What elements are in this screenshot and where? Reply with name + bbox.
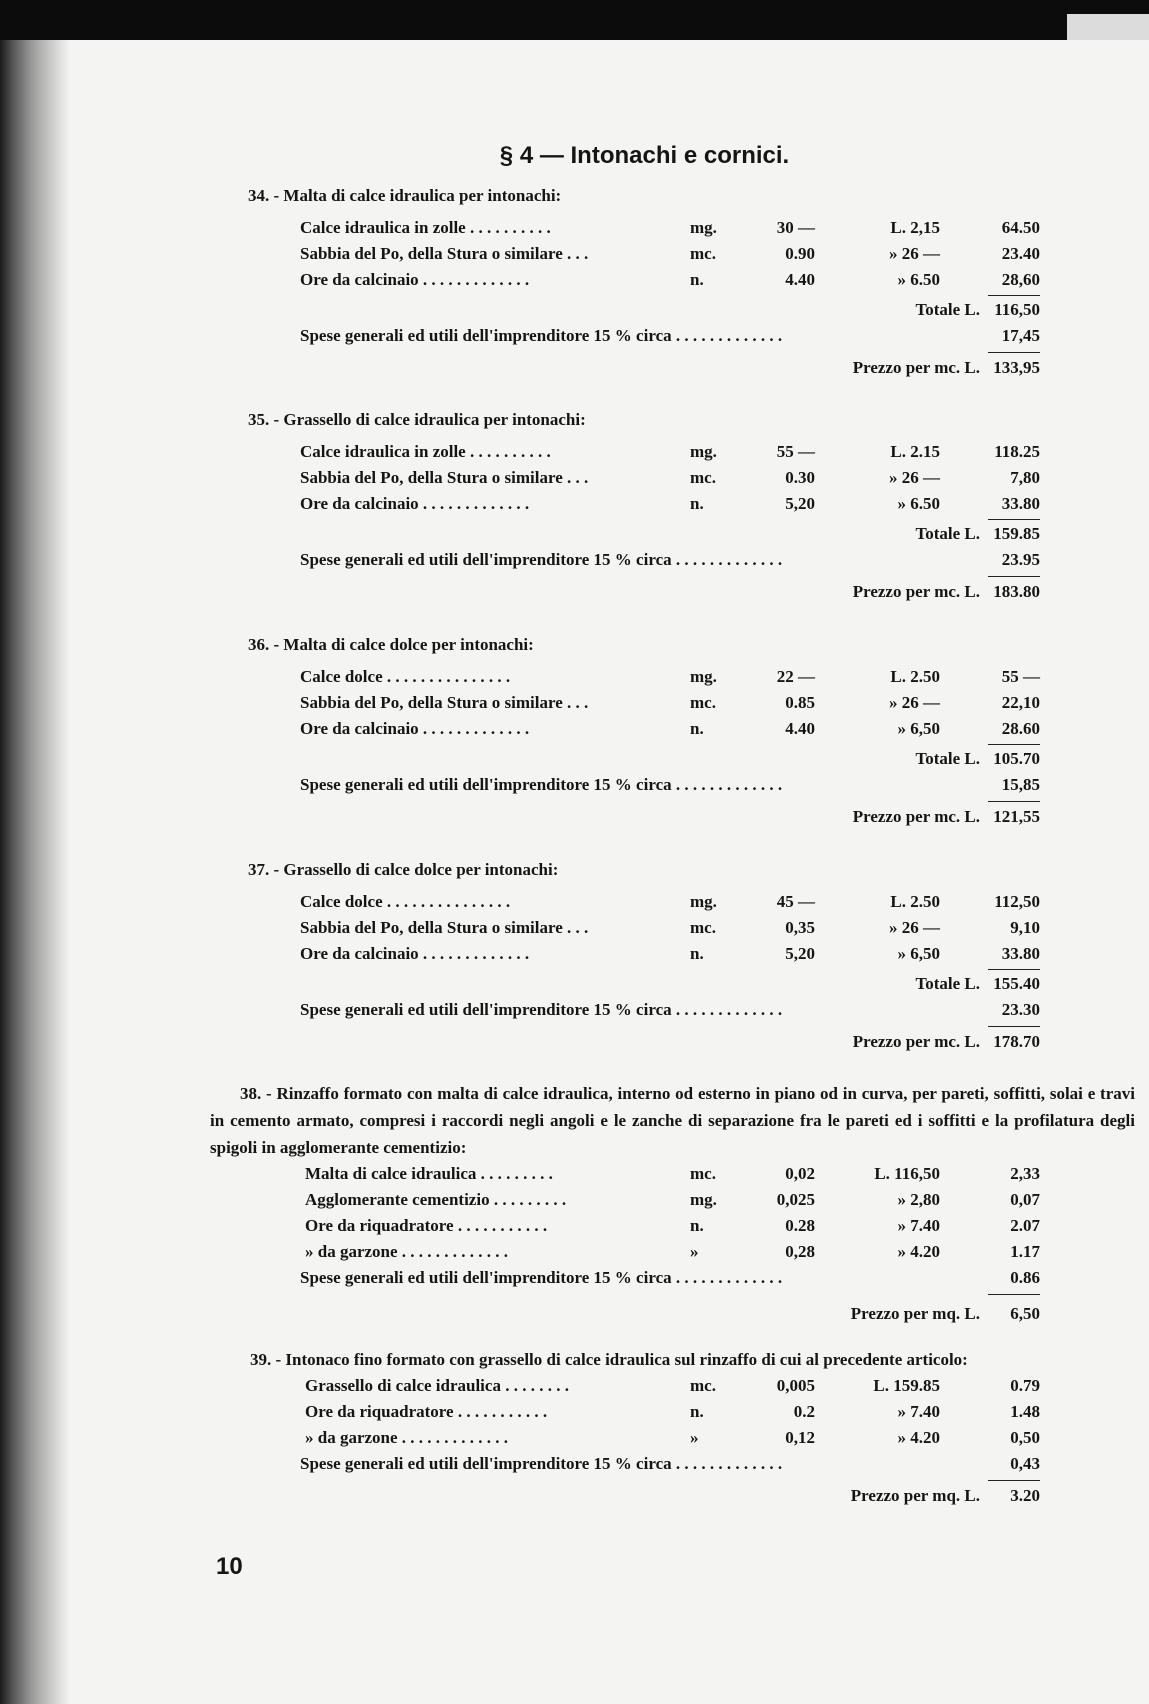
spese-row [0, 326, 1149, 352]
row-amount: 22,10 [1001, 693, 1040, 712]
row-price: » 4.20 [897, 1242, 940, 1261]
table-row [0, 892, 1149, 918]
row-price: » 26 — [889, 693, 940, 712]
row-desc: Sabbia del Po, della Stura o similare . . . [300, 244, 589, 263]
table-row [0, 944, 1149, 970]
row-amount: 112,50 [994, 892, 1040, 911]
total-label: Totale L. [915, 749, 980, 768]
total-label: Totale L. [915, 300, 980, 319]
row-price: » 26 — [889, 468, 940, 487]
spese-value: 17,45 [1001, 326, 1040, 345]
sum-rule [988, 801, 1040, 802]
sum-rule [988, 1480, 1040, 1481]
item-38-description: 38. - Rinzaffo formato con malta di calce idraulica, interno od esterno in piano od in curva, per pareti, soffitti, solai e travi in cemento armato, compresi i raccordi negli angoli e le zanche di separazione fra le pareti ed i soffitti e la profilatura degli spigoli in agglomerante cementizio: [210, 1084, 1135, 1157]
row-desc: Calce dolce . . . . . . . . . . . . . . . [300, 892, 511, 911]
row-qty: 30 — [776, 218, 815, 237]
row-price: » 26 — [889, 244, 940, 263]
scan-top-border [0, 0, 1149, 40]
spese-label: Spese generali ed utili dell'imprenditore 15 % circa . . . . . . . . . . . . . [300, 775, 783, 794]
prezzo-row [0, 1486, 1149, 1512]
row-unit: n. [690, 719, 704, 738]
row-unit: mg. [690, 442, 717, 461]
row-qty: 45 — [776, 892, 815, 911]
prezzo-value: 3.20 [1010, 1486, 1040, 1505]
row-qty: 0.30 [785, 468, 815, 487]
table-row [0, 218, 1149, 244]
spese-row [0, 1000, 1149, 1026]
spese-row [0, 1454, 1149, 1480]
sum-rule [988, 1294, 1040, 1295]
row-amount: 33.80 [1001, 494, 1040, 513]
table-row [0, 918, 1149, 944]
row-price: » 26 — [889, 918, 940, 937]
total-label: Totale L. [915, 974, 980, 993]
table-row [0, 719, 1149, 745]
page-number: 10 [216, 1553, 243, 1580]
row-amount: 1.48 [1010, 1402, 1040, 1421]
spese-value: 0.86 [1010, 1268, 1040, 1287]
row-qty: 22 — [776, 667, 815, 686]
row-unit: mg. [690, 892, 717, 911]
sum-rule [988, 295, 1040, 296]
row-amount: 33.80 [1001, 944, 1040, 963]
sum-rule [988, 969, 1040, 970]
row-unit: n. [690, 1402, 704, 1421]
sum-rule [988, 744, 1040, 745]
prezzo-value: 178.70 [993, 1032, 1040, 1051]
spese-value: 0,43 [1010, 1454, 1040, 1473]
table-row [0, 270, 1149, 296]
row-unit: mc. [690, 244, 716, 263]
spese-value: 23.30 [1001, 1000, 1040, 1019]
prezzo-row [0, 807, 1149, 833]
prezzo-value: 183.80 [993, 582, 1040, 601]
spese-row [0, 1268, 1149, 1294]
item-title [0, 635, 1149, 661]
row-desc: Calce dolce . . . . . . . . . . . . . . . [300, 667, 511, 686]
row-price: L. 2.50 [890, 892, 940, 911]
row-price: » 4.20 [897, 1428, 940, 1447]
row-desc: Sabbia del Po, della Stura o similare . . . [300, 468, 589, 487]
table-row [0, 667, 1149, 693]
item-title [0, 410, 1149, 436]
spese-row [0, 775, 1149, 801]
row-desc: Sabbia del Po, della Stura o similare . . . [300, 918, 589, 937]
row-price: » 6.50 [897, 494, 940, 513]
sum-rule [988, 519, 1040, 520]
row-amount: 0.79 [1010, 1376, 1040, 1395]
row-qty: 0.2 [793, 1402, 815, 1421]
row-amount: 1.17 [1010, 1242, 1040, 1261]
row-qty: 4.40 [785, 719, 815, 738]
spese-label: Spese generali ed utili dell'imprenditore 15 % circa . . . . . . . . . . . . . [300, 550, 783, 569]
row-qty: 0,005 [776, 1376, 815, 1395]
table-row [0, 244, 1149, 270]
row-unit: » [690, 1242, 699, 1261]
row-amount: 0,50 [1010, 1428, 1040, 1447]
spese-label: Spese generali ed utili dell'imprenditore 15 % circa . . . . . . . . . . . . . [300, 1454, 783, 1473]
item-title [0, 860, 1149, 886]
total-label: Totale L. [915, 524, 980, 543]
total-row [0, 974, 1149, 1000]
row-unit: mc. [690, 693, 716, 712]
row-qty: 5,20 [785, 494, 815, 513]
total-row [0, 524, 1149, 550]
total-value: 105.70 [993, 749, 1040, 768]
total-value: 116,50 [994, 300, 1040, 319]
row-unit: n. [690, 270, 704, 289]
table-row [0, 494, 1149, 520]
row-qty: 0,28 [785, 1242, 815, 1261]
row-amount: 9,10 [1010, 918, 1040, 937]
row-desc: Sabbia del Po, della Stura o similare . . . [300, 693, 589, 712]
row-amount: 28,60 [1001, 270, 1040, 289]
spese-row [0, 550, 1149, 576]
prezzo-label: Prezzo per mc. L. [852, 1032, 980, 1051]
row-qty: 0,12 [785, 1428, 815, 1447]
item-heading: 37. - Grassello di calce dolce per intonachi: [248, 860, 559, 879]
row-desc: Malta di calce idraulica . . . . . . . . . [305, 1164, 553, 1183]
spese-value: 15,85 [1001, 775, 1040, 794]
row-desc: » da garzone . . . . . . . . . . . . . [305, 1242, 509, 1261]
row-price: » 7.40 [897, 1216, 940, 1235]
row-desc: » da garzone . . . . . . . . . . . . . [305, 1428, 509, 1447]
row-unit: mg. [690, 1190, 717, 1209]
prezzo-row [0, 1032, 1149, 1058]
row-amount: 7,80 [1010, 468, 1040, 487]
row-unit: mc. [690, 918, 716, 937]
row-amount: 23.40 [1001, 244, 1040, 263]
row-amount: 118.25 [994, 442, 1040, 461]
row-unit: » [690, 1428, 699, 1447]
row-desc: Calce idraulica in zolle . . . . . . . . . . [300, 442, 551, 461]
row-desc: Agglomerante cementizio . . . . . . . . . [305, 1190, 567, 1209]
row-unit: mc. [690, 1376, 716, 1395]
row-qty: 0,025 [776, 1190, 815, 1209]
row-desc: Ore da calcinaio . . . . . . . . . . . . . [300, 270, 530, 289]
row-unit: mg. [690, 667, 717, 686]
row-price: » 6,50 [897, 944, 940, 963]
row-desc: Ore da riquadratore . . . . . . . . . . . [305, 1216, 548, 1235]
sum-rule [988, 576, 1040, 577]
sum-rule [988, 1026, 1040, 1027]
prezzo-row [0, 1304, 1149, 1330]
table-row [0, 1190, 1149, 1216]
page-title: § 4 — Intonachi e cornici. [499, 142, 790, 169]
row-amount: 0,07 [1010, 1190, 1040, 1209]
item-heading: 35. - Grassello di calce idraulica per intonachi: [248, 410, 586, 429]
row-desc: Grassello di calce idraulica . . . . . . . . [305, 1376, 569, 1395]
row-qty: 0.85 [785, 693, 815, 712]
table-row [0, 1164, 1149, 1190]
spese-label: Spese generali ed utili dell'imprenditore 15 % circa . . . . . . . . . . . . . [300, 1268, 783, 1287]
row-qty: 5,20 [785, 944, 815, 963]
item-heading: 34. - Malta di calce idraulica per intonachi: [248, 186, 562, 205]
table-row [0, 1376, 1149, 1402]
row-price: L. 2,15 [890, 218, 940, 237]
prezzo-value: 121,55 [993, 807, 1040, 826]
row-unit: mc. [690, 468, 716, 487]
row-unit: n. [690, 944, 704, 963]
prezzo-label: Prezzo per mq. L. [850, 1486, 980, 1505]
item-39-description: 39. - Intonaco fino formato con grassello di calce idraulica sul rinzaffo di cui al precedente articolo: [250, 1350, 968, 1369]
table-row [0, 1402, 1149, 1428]
row-desc: Ore da riquadratore . . . . . . . . . . . [305, 1402, 548, 1421]
table-row [0, 1242, 1149, 1268]
table-row [0, 442, 1149, 468]
row-amount: 28.60 [1001, 719, 1040, 738]
row-price: » 7.40 [897, 1402, 940, 1421]
row-unit: mc. [690, 1164, 716, 1183]
row-qty: 0,35 [785, 918, 815, 937]
spese-value: 23.95 [1001, 550, 1040, 569]
row-price: L. 159.85 [873, 1376, 940, 1395]
row-qty: 0.90 [785, 244, 815, 263]
table-row [0, 468, 1149, 494]
spese-label: Spese generali ed utili dell'imprenditore 15 % circa . . . . . . . . . . . . . [300, 326, 783, 345]
sum-rule [988, 352, 1040, 353]
prezzo-value: 133,95 [993, 358, 1040, 377]
spese-label: Spese generali ed utili dell'imprenditore 15 % circa . . . . . . . . . . . . . [300, 1000, 783, 1019]
row-price: » 6,50 [897, 719, 940, 738]
row-amount: 2.07 [1010, 1216, 1040, 1235]
row-qty: 0,02 [785, 1164, 815, 1183]
total-value: 155.40 [993, 974, 1040, 993]
prezzo-label: Prezzo per mc. L. [852, 358, 980, 377]
row-amount: 2,33 [1010, 1164, 1040, 1183]
row-price: » 2,80 [897, 1190, 940, 1209]
row-qty: 4.40 [785, 270, 815, 289]
total-row [0, 749, 1149, 775]
table-row [0, 1428, 1149, 1454]
row-desc: Ore da calcinaio . . . . . . . . . . . . . [300, 944, 530, 963]
scan-corner [1067, 14, 1149, 40]
prezzo-label: Prezzo per mc. L. [852, 807, 980, 826]
row-amount: 64.50 [1001, 218, 1040, 237]
row-unit: n. [690, 1216, 704, 1235]
table-row [0, 693, 1149, 719]
row-qty: 55 — [776, 442, 815, 461]
prezzo-row [0, 358, 1149, 384]
item-title [0, 186, 1149, 212]
prezzo-row [0, 582, 1149, 608]
row-qty: 0.28 [785, 1216, 815, 1235]
prezzo-label: Prezzo per mq. L. [850, 1304, 980, 1323]
row-unit: n. [690, 494, 704, 513]
row-desc: Ore da calcinaio . . . . . . . . . . . . . [300, 494, 530, 513]
row-price: L. 116,50 [874, 1164, 940, 1183]
table-row [0, 1216, 1149, 1242]
prezzo-label: Prezzo per mc. L. [852, 582, 980, 601]
row-unit: mg. [690, 218, 717, 237]
total-value: 159.85 [993, 524, 1040, 543]
prezzo-value: 6,50 [1010, 1304, 1040, 1323]
row-price: L. 2.15 [890, 442, 940, 461]
row-amount: 55 — [1001, 667, 1040, 686]
row-price: » 6.50 [897, 270, 940, 289]
row-desc: Calce idraulica in zolle . . . . . . . . . . [300, 218, 551, 237]
row-desc: Ore da calcinaio . . . . . . . . . . . . . [300, 719, 530, 738]
total-row [0, 300, 1149, 326]
item-heading: 36. - Malta di calce dolce per intonachi: [248, 635, 534, 654]
row-price: L. 2.50 [890, 667, 940, 686]
